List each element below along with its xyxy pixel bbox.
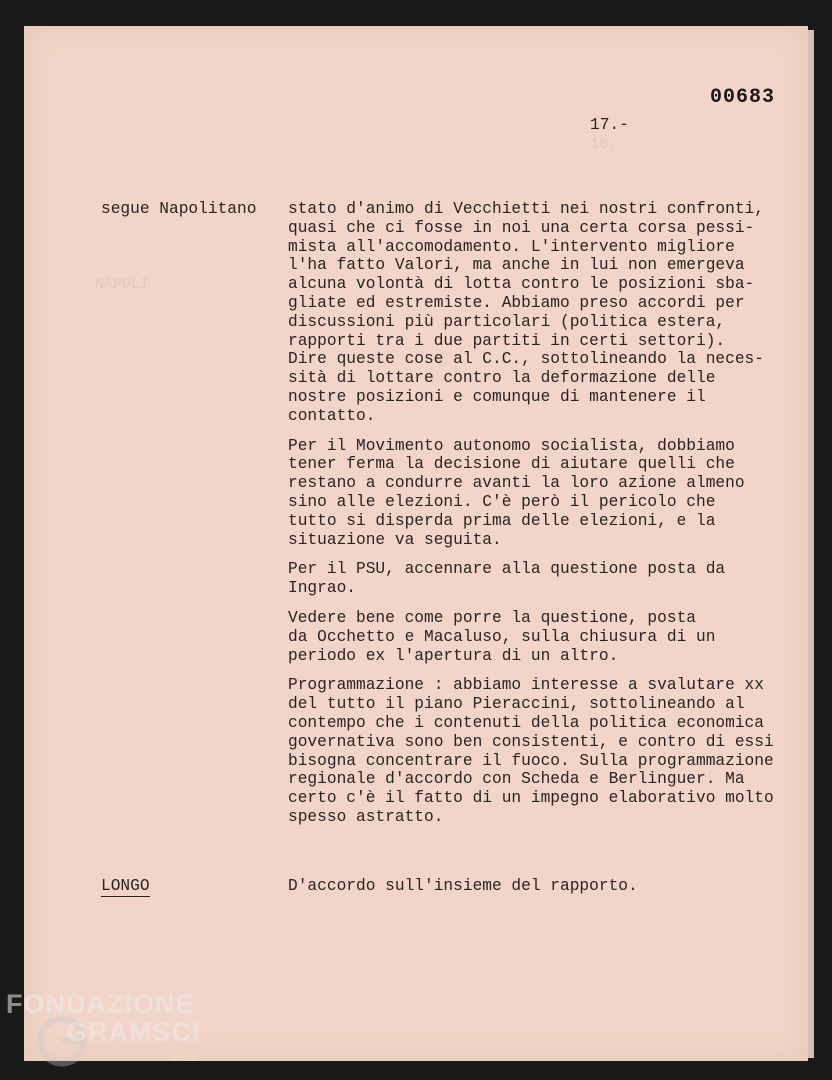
text-line: spesso astratto. <box>288 807 444 826</box>
text-line: governativa sono ben consistenti, e contro di essi <box>288 732 774 751</box>
paragraph-3 <box>288 560 793 598</box>
watermark <box>6 990 201 1072</box>
text-line: tener ferma la decisione di aiutare quelli che <box>288 455 735 474</box>
watermark-line1: FONDAZIONE <box>6 989 195 1019</box>
text-line: quasi che ci fosse in noi una certa corsa pessi- <box>288 218 755 237</box>
speaker-label-longo <box>101 877 150 895</box>
speaker-name: LONGO <box>101 877 150 895</box>
paragraph-4 <box>288 609 793 665</box>
text-line: Vedere bene come porre la questione, posta <box>288 608 696 627</box>
text-line: gliate ed estremiste. Abbiamo preso accordi per <box>288 293 745 312</box>
speech-body <box>288 200 793 838</box>
text-line: discussioni più particolari (politica estera, <box>288 312 726 331</box>
show-through-text: NAPOLI <box>95 276 150 293</box>
text-line: stato d'animo di Vecchietti nei nostri confronti, <box>288 200 764 218</box>
text-line: Per il PSU, accennare alla questione posta da Ingrao. <box>288 560 726 598</box>
text-line: rapporti tra i due partiti in certi settori). <box>288 331 726 350</box>
text-line: regionale d'accordo con Scheda e Berlinguer. Ma <box>288 770 745 789</box>
paragraph-1 <box>288 200 793 426</box>
text-line: da Occhetto e Macaluso, sulla chiusura di un <box>288 627 716 646</box>
text-line: periodo ex l'apertura di un altro. <box>288 646 619 665</box>
longo-statement <box>288 877 793 895</box>
show-through-text: 18.- <box>590 136 627 153</box>
text-line: Programmazione : abbiamo interesse a svalutare xx <box>288 676 764 695</box>
text-line: contatto. <box>288 406 376 425</box>
text-line: alcuna volontà di lotta contro le posizioni sba- <box>288 275 755 294</box>
text-line: Per il Movimento autonomo socialista, dobbiamo <box>288 436 735 455</box>
text-line: situazione va seguita. <box>288 530 502 549</box>
page-edge <box>808 30 814 1058</box>
speaker-label: segue Napolitano <box>101 200 257 218</box>
text-line: certo c'è il fatto di un impegno elaborativo molto <box>288 789 774 808</box>
text-line: l'ha fatto Valori, ma anche in lui non emergeva <box>288 256 745 275</box>
text-line: tutto si disperda prima delle elezioni, e la <box>288 511 716 530</box>
text-line: nostre posizioni e comunque di mantenere il <box>288 387 706 406</box>
document-number: 00683 <box>710 86 776 109</box>
text-line: bisogna concentrare il fuoco. Sulla programmazione <box>288 751 774 770</box>
text-line: sità di lottare contro la deformazione delle <box>288 369 716 388</box>
paragraph-2 <box>288 437 793 550</box>
paragraph-5 <box>288 676 793 826</box>
text-line: mista all'accomodamento. L'intervento migliore <box>288 237 735 256</box>
text-line: Dire queste cose al C.C., sottolineando la neces- <box>288 350 764 369</box>
text-line: contempo che i contenuti della politica economica <box>288 713 764 732</box>
watermark-line2: GRAMSCI <box>66 1017 201 1047</box>
text-line: restano a condurre avanti la loro azione almeno <box>288 474 745 493</box>
watermark-line3: onlus <box>171 1053 198 1063</box>
text-line: sino alle elezioni. C'è però il pericolo che <box>288 492 716 511</box>
text-line: del tutto il piano Pieraccini, sottolineando al <box>288 695 745 714</box>
text-line: D'accordo sull'insieme del rapporto. <box>288 877 638 895</box>
page-number: 17.- <box>590 116 629 134</box>
